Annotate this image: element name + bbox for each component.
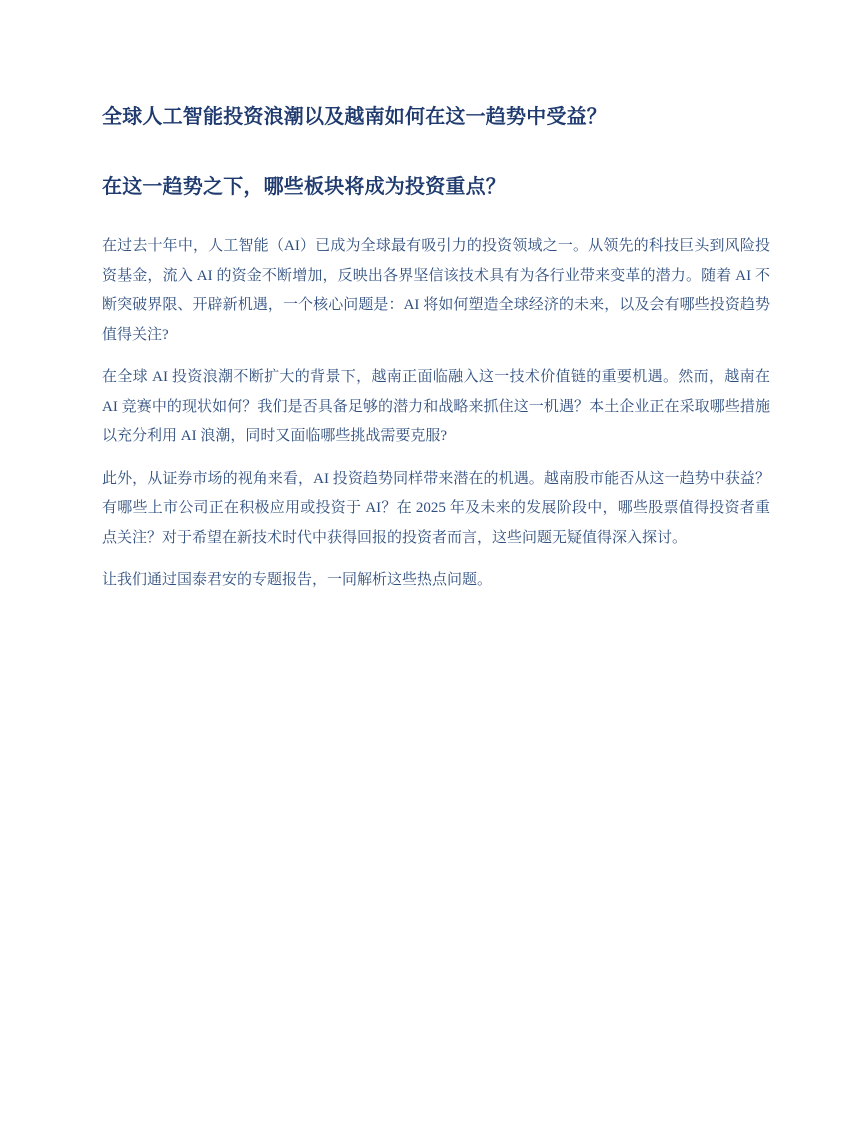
paragraph-vietnam-opportunity: 在全球 AI 投资浪潮不断扩大的背景下，越南正面临融入这一技术价值链的重要机遇。然而，越南在 AI 竞赛中的现状如何？我们是否具备足够的潜力和战略来抓住这一机遇？本土企业正在采取哪些措施以充分利用 AI 浪潮，同时又面临哪些挑战需要克服?: [102, 369, 770, 444]
paragraph-intro: 在过去十年中，人工智能（AI）已成为全球最有吸引力的投资领域之一。从领先的科技巨头到风险投资基金，流入 AI 的资金不断增加，反映出各界坚信该技术具有为各行业带来变革的潜力。随着 AI 不断突破界限、开辟新机遇，一个核心问题是：AI 将如何塑造全球经济的未来，以及会有哪些投资趋势值得关注?: [102, 238, 770, 343]
document-subtitle: 在这一趋势之下，哪些板块将成为投资重点？: [102, 174, 506, 198]
paragraph-stock-market: 此外，从证券市场的视角来看，AI 投资趋势同样带来潜在的机遇。越南股市能否从这一趋势中获益？有哪些上市公司正在积极应用或投资于 AI？在 2025 年及未来的发展阶段中，哪些股票值得投资者重点关注？对于希望在新技术时代中获得回报的投资者而言，这些问题无疑值得深入探讨。: [102, 470, 770, 546]
paragraph-closing: 让我们通过国泰君安的专题报告，一同解析这些热点问题。: [102, 572, 493, 588]
document-title: 全球人工智能投资浪潮以及越南如何在这一趋势中受益？: [102, 104, 607, 128]
document-body: [102, 232, 770, 609]
